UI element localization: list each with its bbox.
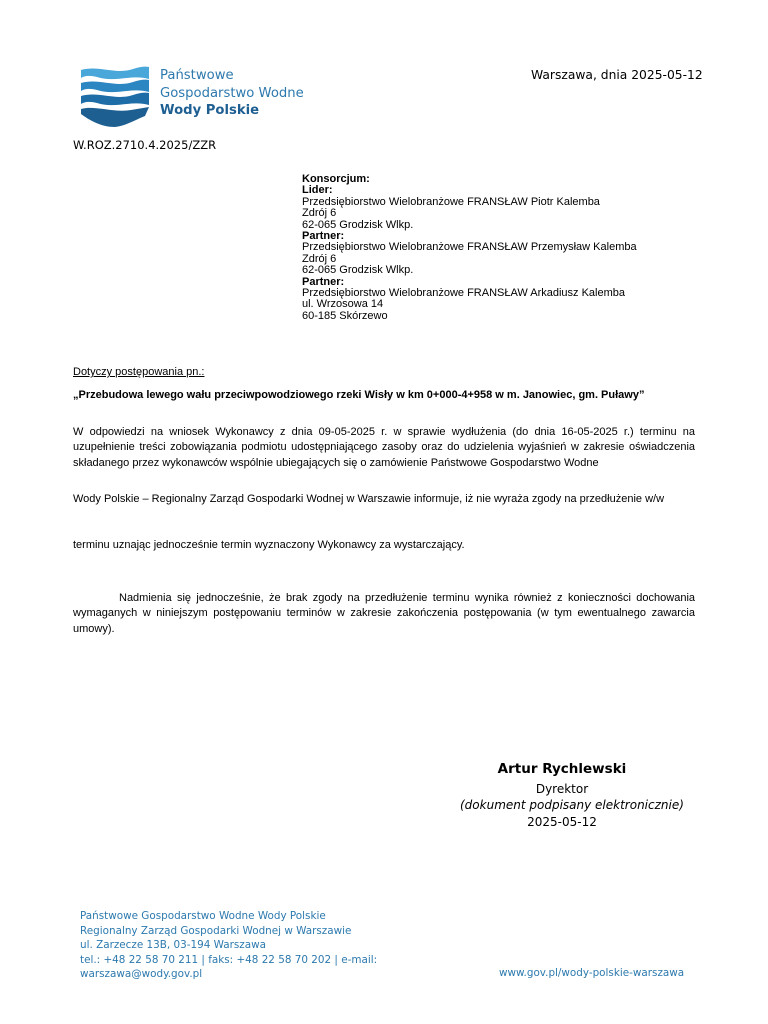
- signature-date: 2025-05-12: [527, 815, 597, 829]
- paragraph-2: Wody Polskie – Regionalny Zarząd Gospodarki Wodnej w Warszawie informuje, iż nie wyraża zgody na przedłużenie w/w: [73, 493, 665, 505]
- signatory-name: Artur Rychlewski: [497, 761, 627, 777]
- waves-logo-icon: [79, 64, 151, 130]
- recipient-heading: Konsorcjum:: [302, 173, 370, 185]
- recipient-line: ul. Wrzosowa 14: [302, 298, 384, 311]
- signature-note: (dokument podpisany elektronicznie): [460, 798, 684, 812]
- recipient-role-label: Partner:: [302, 230, 345, 243]
- recipient-line: 60-185 Skórzewo: [302, 309, 388, 322]
- logo-line-2: Gospodarstwo Wodne: [160, 85, 304, 101]
- footer-website-link[interactable]: www.gov.pl/wody-polskie-warszawa: [499, 967, 685, 979]
- paragraph-1: W odpowiedzi na wniosek Wykonawcy z dnia 09-05-2025 r. w sprawie wydłużenia (do dnia 16-05-2025 r.) terminu na uzupełnienie treści zobowiązania podmiotu udostępniającego zasoby oraz do udzielenia wyjaśnień w zakresie oświadczenia składanego przez wykonawców wspólnie ubiegających się o zamówienie Państwowe Gospodarstwo Wodne: [73, 426, 695, 469]
- recipient-line: Zdrój 6: [302, 207, 337, 220]
- recipient-line: Przedsiębiorstwo Wielobranżowe FRANSŁAW Arkadiusz Kalemba: [302, 287, 625, 300]
- recipient-lines: [302, 185, 637, 322]
- footer-line: Regionalny Zarząd Gospodarki Wodnej w Warszawie: [80, 924, 352, 937]
- recipient-line: Przedsiębiorstwo Wielobranżowe FRANSŁAW Piotr Kalemba: [302, 195, 600, 208]
- footer-line: tel.: +48 22 58 70 211 | faks: +48 22 58 70 202 | e-mail:: [80, 953, 378, 966]
- recipient-line: 62-065 Grodzisk Wlkp.: [302, 264, 414, 277]
- recipient-line: 62-065 Grodzisk Wlkp.: [302, 218, 414, 231]
- paragraph-3: terminu uznając jednocześnie termin wyznaczony Wykonawcy za wystarczający.: [73, 539, 465, 551]
- logo-line-3: Wody Polskie: [160, 103, 260, 118]
- reference-number: W.ROZ.2710.4.2025/ZZR: [73, 138, 217, 152]
- footer-line: ul. Zarzecze 13B, 03-194 Warszawa: [80, 939, 266, 952]
- recipient-role-label: Lider:: [302, 184, 333, 197]
- recipient-role-label: Partner:: [302, 275, 345, 288]
- logo-line-1: Państwowe: [160, 68, 234, 83]
- recipient-line: Zdrój 6: [302, 252, 337, 265]
- paragraph-4: Nadmienia się jednocześnie, że brak zgody na przedłużenie terminu wynika również z konieczności dochowania wymaganych w niniejszym postępowaniu terminów w zakresie zakończenia postępowania (w tym ewentualnego zawarcia umowy).: [73, 592, 695, 635]
- subject-title: „Przebudowa lewego wału przeciwpowodziowego rzeki Wisły w km 0+000-4+958 w m. Janowiec, gm. Puławy”: [73, 389, 645, 401]
- signatory-role: Dyrektor: [535, 782, 589, 796]
- footer-email-link[interactable]: warszawa@wody.gov.pl: [80, 968, 203, 981]
- footer-line: Państwowe Gospodarstwo Wodne Wody Polskie: [80, 910, 326, 922]
- company-logo: [79, 64, 319, 130]
- recipient-line: Przedsiębiorstwo Wielobranżowe FRANSŁAW Przemysław Kalemba: [302, 241, 637, 254]
- place-and-date: Warszawa, dnia 2025-05-12: [531, 68, 703, 82]
- footer-address: [80, 909, 377, 982]
- subject-label: Dotyczy postępowania pn.:: [73, 366, 205, 378]
- recipient-address: [302, 174, 637, 322]
